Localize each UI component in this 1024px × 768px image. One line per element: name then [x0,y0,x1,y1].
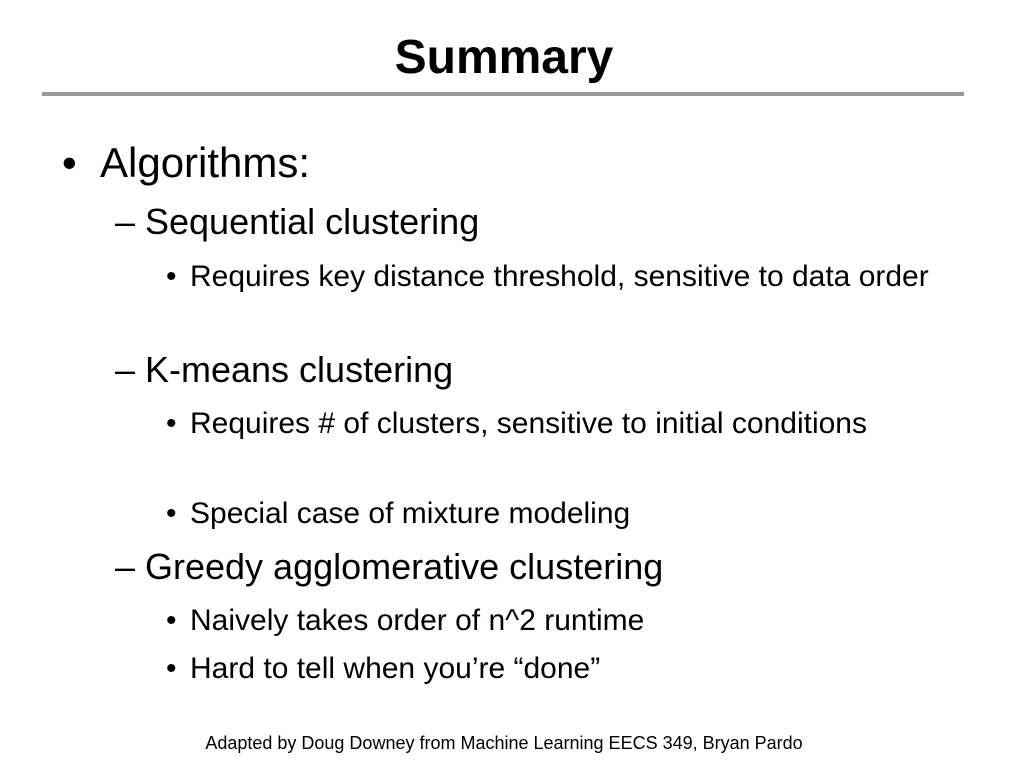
subbullet-greedy-agglomerative [115,545,663,589]
point-marker: • [166,497,177,530]
point-marker: • [166,260,177,293]
point-text: Hard to tell when you’re “done” [190,652,601,685]
slide-title: Summary [394,31,614,84]
point-sequential-threshold [166,256,956,297]
point-marker: • [166,604,177,637]
point-text: Naively takes order of n^2 runtime [190,604,645,637]
point-kmeans-mixture [166,493,956,534]
point-marker: • [166,652,177,685]
subbullet-sequential-clustering [115,200,479,244]
slide-footer: Adapted by Doug Downey from Machine Learning EECS 349, Bryan Pardo [205,733,803,753]
dash-marker: – [115,546,136,587]
dash-marker: – [115,201,136,242]
point-greedy-runtime [166,600,956,641]
bullet-algorithms [62,138,310,188]
subbullet-text: Greedy agglomerative clustering [145,546,664,587]
subbullet-kmeans-clustering [115,348,453,392]
point-kmeans-clusters [166,403,956,444]
subbullet-text: Sequential clustering [145,201,480,242]
point-text: Requires # of clusters, sensitive to initial conditions [190,407,867,440]
subbullet-text: K-means clustering [145,349,454,390]
point-marker: • [166,407,177,440]
dash-marker: – [115,349,136,390]
point-text: Special case of mixture modeling [190,497,631,530]
bullet-text: Algorithms: [100,139,311,186]
bullet-marker: • [62,139,77,186]
point-text: Requires key distance threshold, sensitive to data order [190,260,929,293]
point-greedy-done [166,648,956,689]
